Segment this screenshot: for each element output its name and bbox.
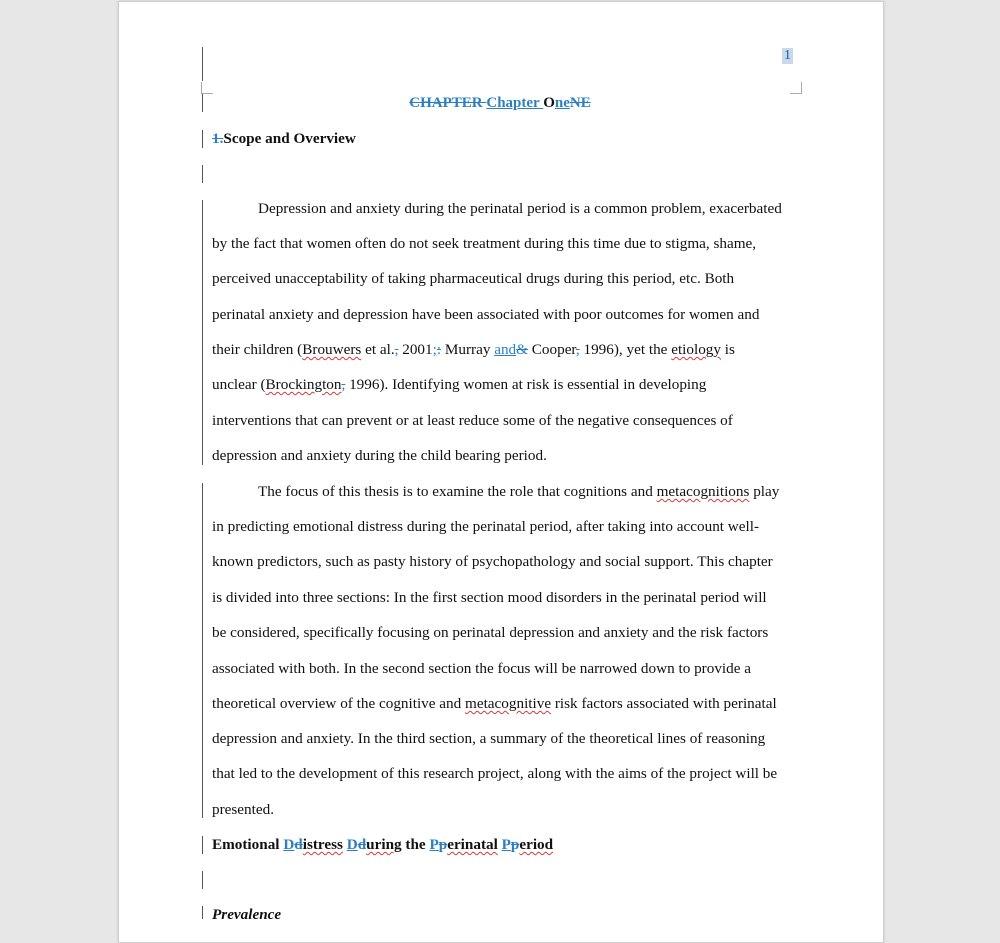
heading-text: istress	[302, 836, 343, 853]
inserted-text: D	[283, 836, 295, 853]
text-run: 2001	[398, 341, 433, 358]
deleted-text: :	[436, 341, 442, 358]
paragraph-line[interactable]: perceived unacceptability of taking pharmaceutical drugs during this period, etc. Both	[212, 270, 735, 287]
text-run: et al.	[361, 341, 395, 358]
heading-scope[interactable]	[212, 130, 356, 148]
change-bar	[202, 165, 203, 183]
misspelled-word: metacognitions	[656, 483, 750, 500]
change-bar	[202, 836, 203, 854]
change-bar	[202, 871, 203, 889]
text-run: theoretical overview of the cognitive and	[212, 695, 466, 712]
paragraph-line[interactable]	[212, 341, 735, 359]
heading-text: eriod	[519, 836, 554, 853]
text-run: The focus of this thesis is to examine the role that cognitions and	[258, 483, 657, 500]
deleted-text: d	[294, 836, 303, 853]
text-run: is	[721, 341, 735, 358]
inserted-text: ;	[432, 341, 437, 358]
text-run: risk factors associated with perinatal	[551, 695, 777, 712]
paragraph-line[interactable]: that led to the development of this research project, along with the aims of the project will be	[212, 765, 778, 782]
paragraph-line[interactable]: interventions that can prevent or at least reduce some of the negative consequences of	[212, 412, 733, 429]
inserted-text: D	[346, 836, 358, 853]
deleted-text: p	[438, 836, 448, 853]
text-run: play	[749, 483, 780, 500]
paragraph-line[interactable]	[212, 376, 706, 394]
text-run: 1996). Identifying women at risk is essential in developing	[345, 376, 707, 393]
margin-crop-mark-right	[790, 82, 802, 94]
paragraph-line[interactable]: is divided into three sections: In the first section mood disorders in the perinatal period will	[212, 589, 767, 606]
chapter-title[interactable]	[0, 95, 1000, 112]
misspelled-word: Brouwers	[302, 341, 362, 358]
text-run: Cooper	[527, 341, 576, 358]
deleted-text: ,	[394, 341, 399, 358]
change-bar	[202, 906, 203, 919]
heading-text: the	[401, 836, 430, 853]
inserted-text: P	[501, 836, 511, 853]
misspelled-word: etiology	[671, 341, 721, 358]
deleted-text: 1.	[212, 130, 224, 147]
text-run: their children (	[212, 341, 303, 358]
heading-text: Scope and Overview	[223, 130, 356, 147]
deleted-text: d	[357, 836, 367, 853]
inserted-text: and	[494, 341, 517, 358]
change-bar	[202, 47, 203, 81]
heading-prevalence[interactable]: Prevalence	[212, 906, 282, 923]
paragraph-line[interactable]: Depression and anxiety during the perinatal period is a common problem, exacerbated	[258, 200, 782, 217]
heading-text: erinatal	[447, 836, 498, 853]
text-run: 1996), yet the	[579, 341, 672, 358]
change-bar	[202, 130, 203, 148]
text-run: Murray	[441, 341, 495, 358]
paragraph-line[interactable]: depression and anxiety during the child bearing period.	[212, 447, 547, 464]
paragraph-line[interactable]: presented.	[212, 801, 274, 818]
heading-text: uring	[366, 836, 402, 853]
paragraph-line[interactable]: associated with both. In the second section the focus will be narrowed down to provide a	[212, 660, 752, 677]
paragraph-line[interactable]: be considered, specifically focusing on perinatal depression and anxiety and the risk factors	[212, 624, 769, 641]
inserted-text: P	[429, 836, 439, 853]
text-run: unclear (	[212, 376, 266, 393]
title-text: O	[543, 95, 555, 111]
deleted-text: NE	[569, 95, 591, 111]
margin-crop-mark-left	[201, 82, 213, 94]
paragraph-line[interactable]	[258, 483, 779, 501]
paragraph-line[interactable]: by the fact that women often do not seek treatment during this time due to stigma, shame,	[212, 235, 757, 252]
misspelled-word: metacognitive	[465, 695, 552, 712]
paragraph-line[interactable]: depression and anxiety. In the third section, a summary of the theoretical lines of reasoning	[212, 730, 766, 747]
paragraph-line[interactable]	[212, 695, 777, 713]
paragraph-line[interactable]: in predicting emotional distress during the perinatal period, after taking into account well-	[212, 518, 760, 535]
deleted-text: CHAPTER	[409, 95, 487, 111]
deleted-text: &	[516, 341, 528, 358]
change-bar	[202, 200, 203, 465]
heading-text: Emotional	[212, 836, 284, 853]
deleted-text: p	[510, 836, 520, 853]
inserted-text: ne	[554, 95, 570, 111]
paragraph-line[interactable]: perinatal anxiety and depression have been associated with poor outcomes for women and	[212, 306, 760, 323]
inserted-text: Chapter	[486, 95, 544, 111]
paragraph-line[interactable]: known predictors, such as pasty history of psychopathology and social support. This chapter	[212, 553, 773, 570]
page-number[interactable]: 1	[784, 48, 791, 63]
heading-emotional-distress[interactable]	[212, 836, 553, 854]
misspelled-word: Brockington	[265, 376, 342, 393]
change-bar	[202, 483, 203, 818]
deleted-text: ,	[341, 376, 346, 393]
deleted-text: ,	[575, 341, 580, 358]
